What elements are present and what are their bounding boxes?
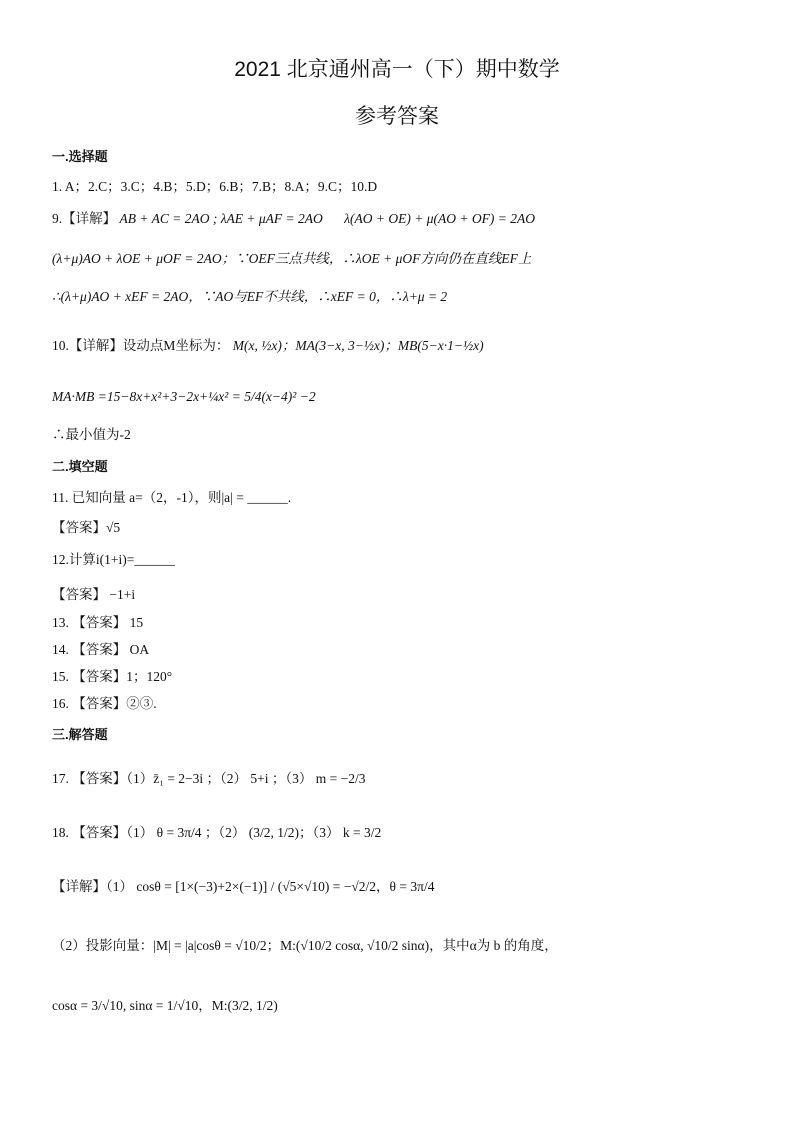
q10-eq1: M(x, ½x)；MA(3−x, 3−½x)；MB(5−x·1−½x) bbox=[232, 338, 484, 353]
q18-detail3: cosα = 3/√10, sinα = 1/√10，M:(3/2, 1/2) bbox=[52, 998, 278, 1013]
q18-answer: 18. 【答案】（1） θ = 3π/4 ；（2） (3/2, 1/2)；（3） k = 3/2 bbox=[52, 825, 382, 840]
q15-answer: 15. 【答案】1；120° bbox=[52, 669, 173, 684]
q18-detail1: 【详解】（1） cosθ = [1×(−3)+2×(−1)] / (√5×√10) = −√2/2，θ = 3π/4 bbox=[52, 879, 435, 894]
q18-detail2: （2）投影向量：|M| = |a|cosθ = √10/2；M:(√10/2 cosα, √10/2 sinα)，其中α为 b 的角度， bbox=[52, 938, 558, 953]
q12-question: 12.计算i(1+i)=______ bbox=[52, 552, 175, 567]
q13-answer: 13. 【答案】 15 bbox=[52, 615, 144, 630]
q10-line3: ∴最小值为-2 bbox=[52, 427, 131, 442]
section-heading-solve: 三.解答题 bbox=[52, 727, 108, 742]
q9-line3: ∴(λ+μ)AO + xEF = 2AO，∵AO与EF不共线，∴xEF = 0，∴λ+μ = 2 bbox=[52, 289, 448, 304]
choice-answers: 1. A；2.C；3.C；4.B；5.D；6.B；7.B；8.A；9.C；10.D bbox=[52, 179, 378, 194]
q9-eq1a: AB + AC = 2AO ; λAE + μAF = 2AO bbox=[119, 211, 323, 226]
q10-label: 10.【详解】设动点M坐标为： bbox=[52, 338, 230, 353]
section-heading-fill: 二.填空题 bbox=[52, 459, 108, 474]
q17-answer: 17. 【答案】（1）z̄₁ = 2−3i ；（2） 5+i ；（3） m = −2/3 bbox=[52, 771, 366, 786]
q9-label: 9.【详解】 bbox=[52, 211, 117, 226]
q12-answer: 【答案】 −1+i bbox=[52, 587, 136, 602]
q10-line2: MA·MB =15−8x+x²+3−2x+¼x² = 5/4(x−4)² −2 bbox=[52, 389, 316, 404]
q10-line1 bbox=[52, 337, 484, 355]
q16-answer: 16. 【答案】②③. bbox=[52, 696, 157, 711]
q14-answer: 14. 【答案】 OA bbox=[52, 642, 150, 657]
q9-line2: (λ+μ)AO + λOE + μOF = 2AO；∵OEF三点共线，∴λOE + μOF方向仍在直线EF上 bbox=[52, 251, 532, 266]
q9-eq1b: λ(AO + OE) + μ(AO + OF) = 2AO bbox=[344, 211, 535, 226]
page-subtitle: 参考答案 bbox=[355, 105, 439, 128]
q9-line1 bbox=[52, 210, 535, 228]
q11-question: 11. 已知向量 a=（2，-1），则|a| = ______. bbox=[52, 490, 292, 505]
q11-answer: 【答案】√5 bbox=[52, 520, 121, 535]
section-heading-choice: 一.选择题 bbox=[52, 149, 108, 164]
page-title: 2021 北京通州高一（下）期中数学 bbox=[234, 58, 560, 81]
